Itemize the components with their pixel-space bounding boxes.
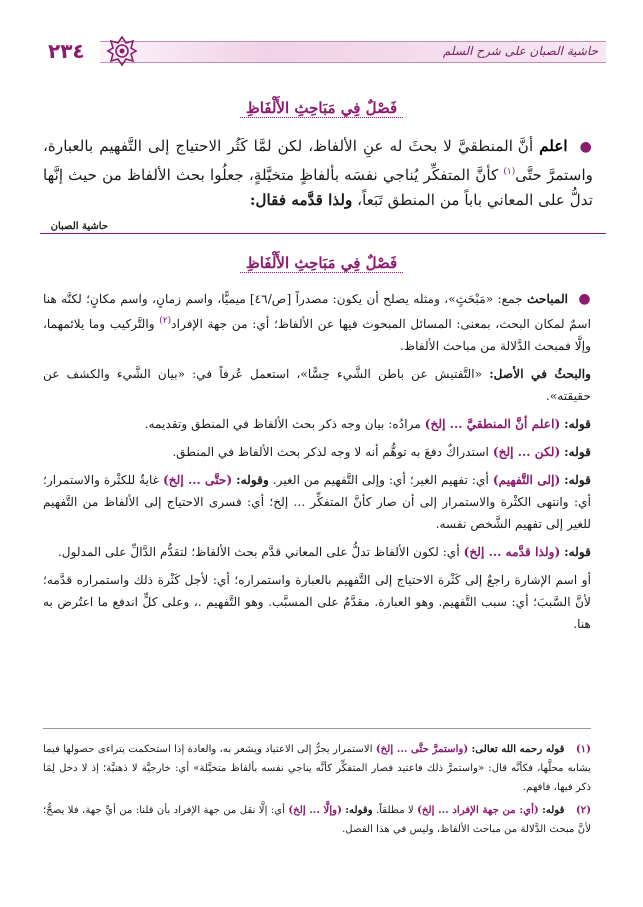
quoted-phrase: (إلى التَّفهيم) <box>492 473 561 488</box>
footnote-text: الاستمرار يجرُّ إلى الاعتياد ويشعر به، والعادة إذا استحكمت يتراءى حصولها فيما يشابه محلَّها، فكأنَّه قال: «واستمرَّ ذلك فاعتيد فصار المتفكِّر كأنَّه يناجي نفسه بألفاظ متخيَّلة» أي: خارجيَّة لا ذهنيَّة؛ إذ لا دخل لِمَا ذكر فيها، فافهم. <box>43 744 591 793</box>
commentary-paragraph <box>43 363 591 407</box>
commentary-paragraph <box>43 288 591 357</box>
quoted-phrase: (واستمرَّ حتَّى ... إلخ) <box>375 743 469 755</box>
rosette-ornament-icon <box>106 35 138 67</box>
commentary-text: غايةٌ للكثْرة والاستمرار؛ أي: وانتهى الكثْرة والاستمرار إلى أن صار كأنَّ المتفكِّر ... إلخ؛ أي: فسرى الاحتياج إلى الألفاظ من التَّفهيم للغير إلى تفهيم الشَّخص نفسه. <box>43 473 591 532</box>
quoted-phrase: (ولذا قدَّمه ... إلخ) <box>463 545 561 560</box>
footnote-number: (٢) <box>575 804 592 816</box>
commentary-text: «التَّفتيش عن باطن الشَّيء حِسًّا»، استعمل عُرفاً في: «بيان الشَّيء والكشف عن حقيقته». <box>43 367 591 404</box>
commentary-text: جمع: «مَبْحَثٍ»، ومثله يصلح أن يكون: مصدراً [ص/٤٦] ميميًّا، واسم زمانٍ، واسم مكانٍ؛ لكنَّه هنا اسمٌ لمكان البحث، بمعنى: المسائل المبحوث فيها عن الألفاظ؛ أي: من جهة الإفراد <box>43 292 591 332</box>
commentary-text: والتَّركيب وما يلائمهما، وإلَّا فمبحث الدَّلالة من مباحث الألفاظ. <box>43 317 591 354</box>
commentary-lead: والبحثُ في الأصل: <box>489 367 591 382</box>
footnote-number: (١) <box>575 743 591 755</box>
commentary-lead: قوله: <box>564 545 591 560</box>
footnote <box>43 801 591 839</box>
main-ending: ولذا قدَّمه فقال: <box>249 191 353 210</box>
running-title: حاشية الصبان على شرح السلم <box>442 44 598 58</box>
main-body-1: أنَّ المنطقيَّ لا بحثَ له عنِ الألفاظ، لكن لمَّا كَثُر الاحتياج إلى التَّفهيم بالعبارة، واستمرَّ حتَّى <box>43 137 593 185</box>
commentary-lead: وقوله: <box>236 473 269 488</box>
commentary-body <box>43 288 591 640</box>
quoted-phrase: (حتَّى ... إلخ) <box>163 473 233 488</box>
commentary-lead: المباحث <box>527 292 569 306</box>
main-lead: اعلم <box>539 137 568 155</box>
commentary-text: أي: لكون الألفاظ تدلُّ على المعاني قدَّم بحث الألفاظ؛ لتقدُّم الدَّالِّ على المدلول. <box>57 545 460 560</box>
divider-line <box>40 233 606 234</box>
commentary-text: مرادُه: بيان وجه ذكر بحث الألفاظ في المنطق وتقديمه. <box>144 417 421 432</box>
footnote-lead: قوله: <box>542 804 565 816</box>
main-body-2: كأنَّ المتفكِّر يُناجي نفسَه بألفاظٍ متخيَّلةٍ، جعلُوا بحث الألفاظ من حيث إنَّها تدلُّ على المعاني باباً من المنطق تَبَعاً، <box>43 166 593 210</box>
section-title-commentary <box>0 254 643 272</box>
commentary-paragraph <box>43 441 591 463</box>
commentary-text: أي: تفهيم الغير؛ أي: وإلى التَّفهيم من الغير. <box>272 473 489 488</box>
commentary-paragraph <box>43 469 591 535</box>
commentary-text: أو اسم الإشارة راجعٌ إلى كَثْرة الاحتياج إلى التَّفهيم بالعبارة واستمراره؛ أي: لأجل كَثْرة ذلك واستمراره قدَّمه؛ لأنَّ السَّببَ؛ أي: سبب التَّفهيم. وهو العبارة. مقدَّمٌ على المسبَّب. وهو التَّفهيم .، وعلى كلٍّ اندفع ما اعتُرض به هنا. <box>43 573 591 632</box>
footnotes <box>43 740 591 843</box>
divider-label: حاشية الصبان <box>47 221 108 232</box>
note-ref-1[interactable]: (١) <box>503 167 516 177</box>
commentary-lead: قوله: <box>564 445 591 460</box>
bullet-icon: ● <box>578 291 592 307</box>
section-title-main-text: فَصْلٌ فِي مَبَاحِثِ الأَلْفَاظِ <box>240 99 403 118</box>
footnote-text: لا مطلقاً. <box>375 805 414 816</box>
quoted-phrase: (اعلم أنَّ المنطقيَّ ... إلخ) <box>424 417 561 432</box>
section-title-commentary-text: فَصْلٌ فِي مَبَاحِثِ الأَلْفَاظِ <box>240 254 403 273</box>
commentary-lead: قوله: <box>564 473 592 488</box>
commentary-paragraph <box>43 413 591 435</box>
quoted-phrase: (لكن ... إلخ) <box>492 445 561 460</box>
footnote <box>43 740 591 797</box>
footnote-lead: قوله رحمه الله تعالى: <box>471 743 565 755</box>
quoted-phrase: (أي: من جهة الإفراد ... إلخ) <box>417 804 539 816</box>
main-text-paragraph <box>43 134 593 213</box>
commentary-paragraph <box>43 541 591 563</box>
page-header <box>40 33 606 69</box>
footnote-text: أي: إلَّا نقل من جهة الإفراد بأن قلنا: من أيِّ جهة، فلا يصحُّ؛ لأنَّ مبحث الدَّلالة من مباحث الألفاظ، وليس في هذا الفصل. <box>43 805 591 835</box>
quoted-phrase: (وإلَّا ... إلخ) <box>288 804 342 816</box>
section-title-main <box>0 99 643 117</box>
footnote-lead: وقوله: <box>345 804 373 816</box>
footnote-divider <box>43 728 591 729</box>
commentary-text: استدراكٌ دفعَ به توهُّم أنه لا وجه لذكر بحث الألفاظ في المنطق. <box>172 445 489 460</box>
commentary-lead: قوله: <box>564 417 591 432</box>
page-number: ٢٣٤ <box>48 39 85 63</box>
note-ref-2[interactable]: (٢) <box>159 316 172 326</box>
bullet-icon: ● <box>579 139 594 155</box>
commentary-paragraph <box>43 569 591 635</box>
